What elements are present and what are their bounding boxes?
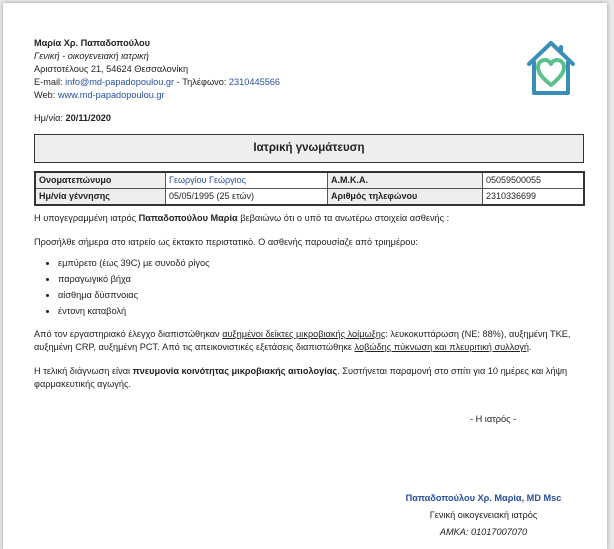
lab-end: . [529, 342, 532, 352]
table-row [35, 172, 584, 189]
list-item: • εμπύρετο (έως 39C) με συνοδό ρίγος [58, 257, 584, 270]
doctor-specialty: Γενική - οικογενειακή ιατρική [34, 51, 149, 61]
table-row [35, 189, 584, 206]
signature-amka: ΑΜΚΑ: 01017007070 [439, 527, 528, 537]
doctor-name: Μαρία Χρ. Παπαδοπούλου [34, 38, 150, 48]
intro-paragraph [34, 212, 584, 225]
web-link[interactable]: www.md-papadopoulou.gr [57, 90, 165, 100]
phone-link[interactable]: 2310445566 [228, 77, 281, 87]
house-heart-icon [519, 37, 583, 97]
recommendation: . Συστήνεται παραμονή στο σπίτι για 10 ημέρες και λήψη φαρμακευτικής αγωγής. [34, 366, 568, 389]
patient-birthdate: 05/05/1995 (25 ετών) [166, 189, 328, 206]
list-item: • παραγωγικό βήχα [58, 273, 584, 286]
name-label: Ονοματεπώνυμο [35, 172, 166, 189]
web-label: Web: [34, 90, 58, 100]
symptom-list [34, 257, 584, 318]
amka-label: Α.Μ.Κ.Α. [328, 172, 483, 189]
list-item: • αίσθημα δύσπνοιας [58, 289, 584, 302]
intro-text: Η υπογεγραμμένη ιατρός [34, 213, 139, 223]
phone-number-label: Αριθμός τηλεφώνου [328, 189, 483, 206]
contact-line [34, 76, 280, 89]
letterhead [34, 37, 280, 102]
signature-name: Παπαδοπούλου Χρ. Μαρία, MD Msc [405, 493, 562, 503]
diagnosis-paragraph [34, 365, 584, 391]
date-label: Ημ/νία: [34, 113, 66, 123]
date-value: 20/11/2020 [65, 113, 112, 123]
patient-info-table [34, 171, 585, 206]
birthdate-label: Ημ/νία γέννησης [35, 189, 166, 206]
email-label: E-mail: [34, 77, 66, 87]
patient-name: Γεωργίου Γεώργιος [166, 172, 328, 189]
doctor-address: Αριστοτέλους 21, 54624 Θεσσαλονίκη [34, 64, 189, 74]
document-date [34, 112, 111, 125]
lab-paragraph [34, 328, 584, 354]
visit-paragraph: Προσήλθε σήμερα στο ιατρείο ως έκτακτο περιστατικό. Ο ασθενής παρουσίαζε από τριημέρου: [34, 237, 418, 247]
patient-amka: 05059500055 [483, 172, 585, 189]
intro-doctor-name: Παπαδοπούλου Μαρία [138, 213, 238, 223]
web-line [34, 89, 280, 102]
lab-text: Από τον εργαστηριακό έλεγχο διαπιστώθηκαν [34, 329, 223, 339]
signature-role: Γενική οικογενειακή ιατρός [429, 510, 538, 520]
document-page [3, 3, 607, 549]
intro-text-end: βεβαιώνω ότι ο υπό τα ανωτέρω στοιχεία ασθενής : [237, 213, 450, 223]
email-link[interactable]: info@md-papadopoulou.gr [65, 77, 175, 87]
signature-label: - Η ιατρός - [470, 414, 517, 424]
patient-phone: 2310336699 [483, 189, 585, 206]
list-item: • έντονη καταβολή [58, 305, 584, 318]
document-title: Ιατρική γνωμάτευση [34, 134, 584, 163]
lab-details: : λευκοκυττάρωση (ΝΕ: 88%), αυξημένη ΤΚΕ, αυξημένη CRP, αυξημένη PCT. Από τις απεικονιστικές εξετάσεις διαπιστώθηκε [34, 329, 571, 352]
imaging-finding: λοβώδης πύκνωση και πλευριτική συλλογή [354, 342, 530, 352]
diagnosis: πνευμονία κοινότητας μικροβιακής αιτιολογίας [132, 366, 338, 376]
diagnosis-text: Η τελική διάγνωση είναι [34, 366, 133, 376]
phone-label: - Τηλέφωνο: [174, 77, 229, 87]
document-body [34, 212, 584, 402]
lab-finding: αυξημένοι δείκτες μικροβιακής λοίμωξης [222, 329, 386, 339]
signature-block [363, 490, 604, 541]
